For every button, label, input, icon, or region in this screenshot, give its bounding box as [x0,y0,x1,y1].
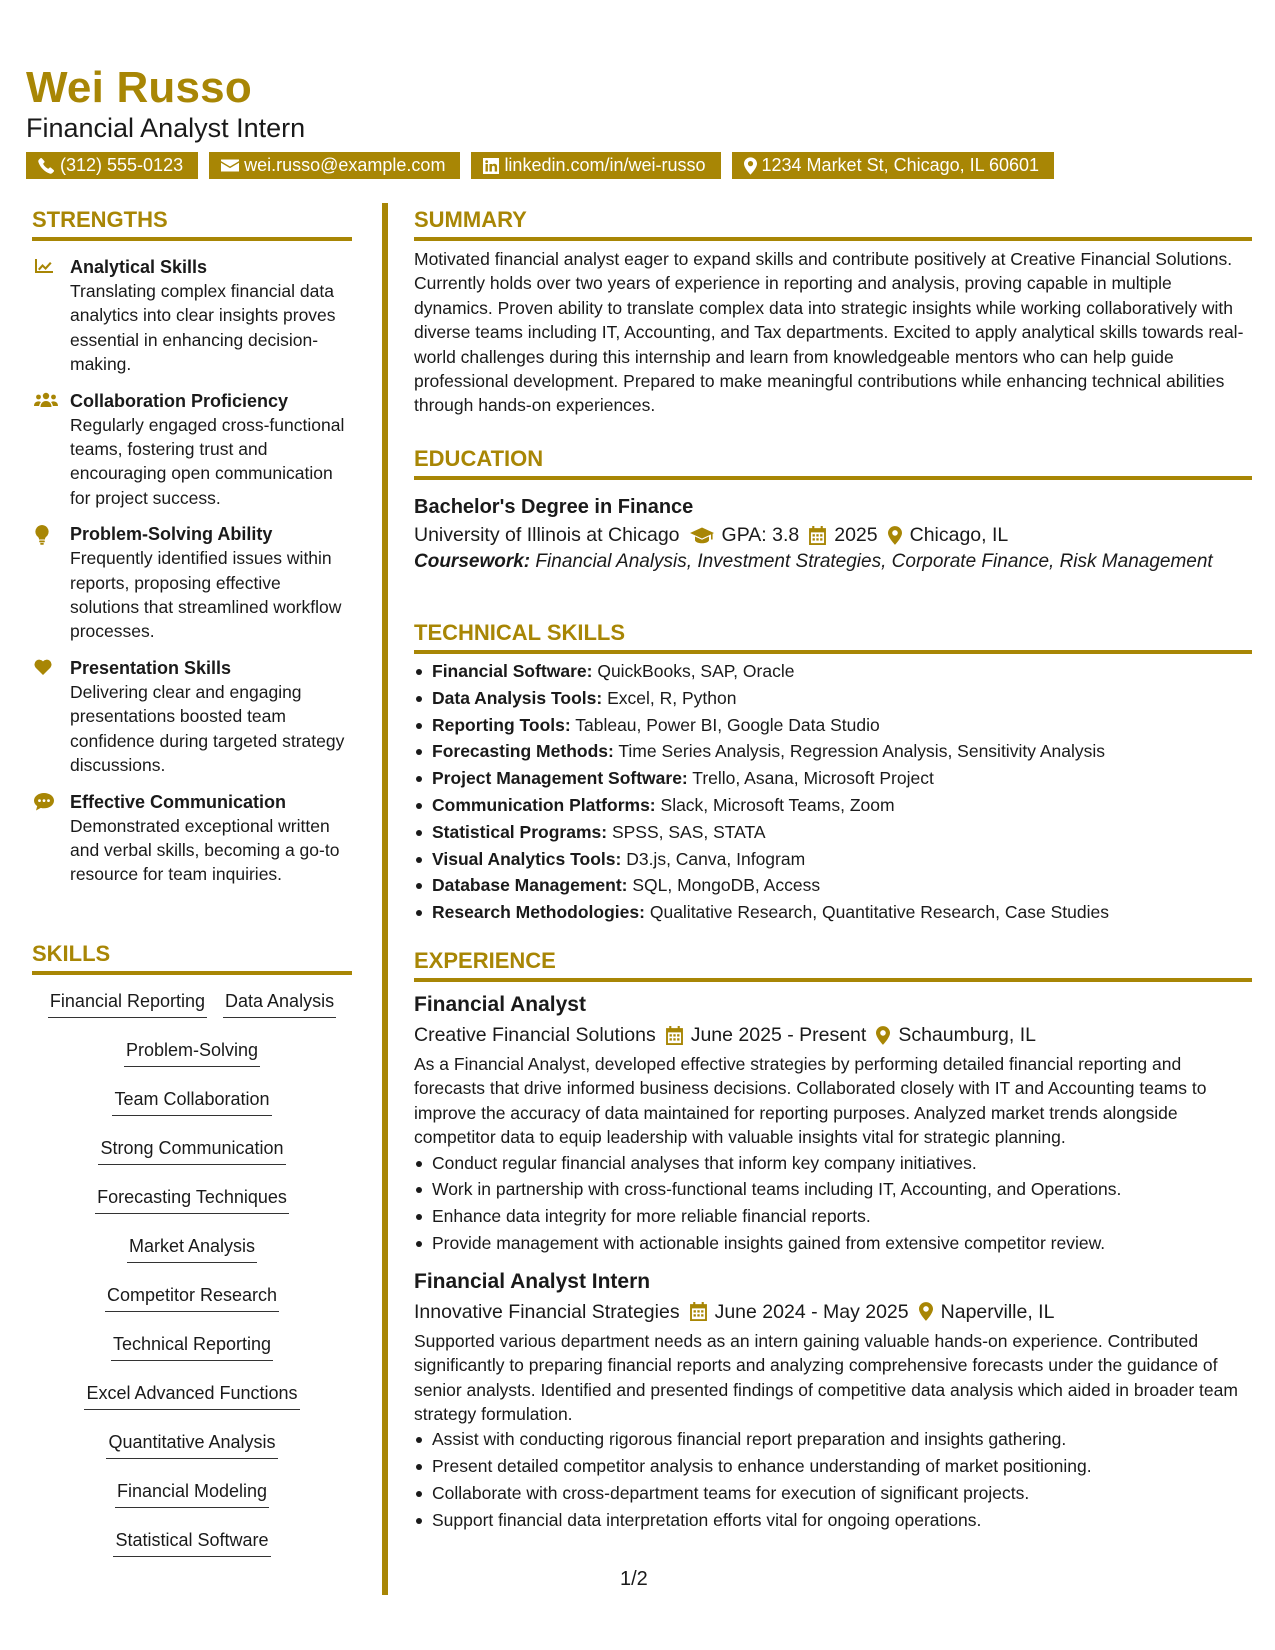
tech-skill-value: Qualitative Research, Quantitative Research, Case Studies [649,902,1109,923]
tech-skill-label: Database Management: [432,875,628,896]
map-pin-icon [876,1026,890,1045]
contact-phone[interactable] [26,152,198,179]
tech-skill-label: Reporting Tools: [432,714,571,735]
map-pin-icon [744,157,757,175]
job-entry [414,990,1252,1257]
tech-skill-label: Visual Analytics Tools: [432,848,622,869]
education-year: 2025 [834,524,878,546]
list-item [432,819,1252,846]
job-title: Financial Analyst Intern [414,1269,651,1293]
job-dates: June 2024 - May 2025 [714,1300,909,1323]
job-meta [414,1297,1252,1327]
envelope-icon [221,158,239,173]
tech-skill-value: Slack, Microsoft Teams, Zoom [660,794,895,815]
list-item: Provide management with actionable insights gained from extensive competitor review. [432,1230,1252,1257]
job-location: Schaumburg, IL [898,1024,1036,1046]
linkedin-icon [483,158,499,174]
tech-skill-label: Communication Platforms: [432,794,656,815]
tech-skill-value: D3.js, Canva, Infogram [626,848,806,869]
calendar-icon [809,526,826,545]
tech-skill-label: Research Methodologies: [432,902,645,923]
list-item: Collaborate with cross-department teams for execution of significant projects. [432,1480,1252,1507]
graduation-cap-icon [690,527,714,544]
technical-skills-list [414,658,1252,926]
education-school: University of Illinois at Chicago [414,524,680,546]
education-location: Chicago, IL [909,524,1009,546]
page-number: 1/2 [620,1568,648,1590]
tech-skill-value: QuickBooks, SAP, Oracle [597,661,795,681]
column-divider [382,203,388,1595]
tech-skill-label: Data Analysis Tools: [432,687,603,708]
skill-tag: Excel Advanced Functions [84,1381,299,1410]
job-bullets [414,1426,1252,1533]
tech-skill-value: Trello, Asana, Microsoft Project [692,768,934,789]
job-description: Supported various department needs as an intern gaining valuable hands-on experience. Contributed significantly to preparing financial reports and analyzing comprehensive forecasts under the guidance of senior analysts. Identified and presented findings of competitive data analysis which aided in broader team strategy formulation. [414,1330,1238,1425]
coursework-label: Coursework: [414,551,531,572]
strength-item [32,522,352,644]
strength-desc: Demonstrated exceptional written and verbal skills, becoming a go-to resource for team inquiries. [70,815,340,885]
education-title: EDUCATION [414,444,1252,480]
list-item: Support financial data interpretation efforts vital for ongoing operations. [432,1507,1252,1534]
job-location: Naperville, IL [940,1300,1055,1323]
skills-title: SKILLS [32,939,352,975]
strength-desc: Delivering clear and engaging presentations boosted team confidence during targeted strategy discussions. [70,681,345,776]
skill-tag: Team Collaboration [112,1087,271,1116]
skill-tag: Competitor Research [105,1283,279,1312]
tech-skill-value: Time Series Analysis, Regression Analysis, Sensitivity Analysis [618,741,1105,762]
strength-title: Presentation Skills [70,657,232,678]
list-item [432,872,1252,899]
skills-section [32,939,352,1577]
list-item [432,899,1252,926]
list-item [432,658,1252,685]
strength-title: Effective Communication [70,791,287,812]
list-item [432,792,1252,819]
technical-skills-section [414,618,1252,926]
job-company: Innovative Financial Strategies [414,1300,680,1323]
skill-tag: Forecasting Techniques [95,1185,289,1214]
job-bullets [414,1150,1252,1257]
comment-dots-icon [34,793,56,811]
skill-tag: Problem-Solving [124,1038,260,1067]
list-item [432,765,1252,792]
job-title: Financial Analyst [414,993,586,1016]
contact-email-text: wei.russo@example.com [244,155,446,175]
summary-section [414,205,1252,418]
job-meta [414,1020,1252,1050]
contact-email[interactable] [209,152,460,179]
users-icon [34,392,56,410]
strength-item [32,389,352,511]
skill-tag: Technical Reporting [111,1332,273,1361]
phone-icon [38,157,55,174]
contact-linkedin[interactable] [471,152,720,179]
education-gpa: GPA: 3.8 [721,524,800,546]
tech-skill-value: SPSS, SAS, STATA [611,821,766,842]
tech-skill-value: Excel, R, Python [607,687,737,708]
education-degree: Bachelor's Degree in Finance [414,496,694,518]
coursework-text: Financial Analysis, Investment Strategies, Corporate Finance, Risk Management [535,551,1213,572]
strengths-title: STRENGTHS [32,205,352,241]
strength-title: Analytical Skills [70,257,208,277]
contact-linkedin-text: linkedin.com/in/wei-russo [504,155,706,175]
resume-name: Wei Russo [26,63,252,112]
job-company: Creative Financial Solutions [414,1024,656,1046]
skill-tag: Financial Modeling [115,1479,269,1508]
skill-tag: Market Analysis [127,1234,257,1263]
experience-section [414,946,1252,1534]
summary-title: SUMMARY [414,205,1252,241]
strength-desc: Regularly engaged cross-functional teams, fostering trust and encouraging open communication for project success. [70,414,345,508]
tech-skill-label: Forecasting Methods: [432,741,614,762]
contact-address-text: 1234 Market St, Chicago, IL 60601 [761,155,1040,175]
calendar-icon [690,1302,707,1321]
strength-title: Collaboration Proficiency [70,390,289,411]
skill-tag: Strong Communication [98,1136,285,1165]
job-description: As a Financial Analyst, developed effective strategies by performing detailed financial reporting and forecasts that drive informed business decisions. Collaborated closely with IT and Accounting teams to improve the accuracy of data maintained for reporting purposes. Analyzed market trends alongside competitor data to equip leadership with valuable insights vital for strategic planning. [414,1054,1207,1148]
summary-text: Motivated financial analyst eager to expand skills and contribute positively at Creative Financial Solutions. Currently holds over two years of experience in reporting and analysis, proving capable in multiple dynamics. Proven ability to translate complex data into strategic insights while working collaboratively with diverse teams including IT, Accounting, and Tax departments. Excited to apply analytical skills towards real-world challenges during this internship and learn from knowledgeable mentors who can help guide professional development. Prepared to make meaningful contributions while enhancing technical abilities through hands-on experiences. [414,249,1244,416]
skill-tag: Financial Reporting [48,989,207,1018]
resume-role: Financial Analyst Intern [26,113,306,143]
skills-list [32,989,352,1577]
heart-icon [34,659,56,677]
list-item [432,685,1252,712]
skill-tag: Data Analysis [223,989,336,1018]
strength-title: Problem-Solving Ability [70,524,273,545]
list-item [432,738,1252,765]
strength-item [32,790,352,887]
education-meta [414,520,1252,550]
strength-desc: Frequently identified issues within reports, proposing effective solutions that streamlined workflow processes. [70,548,342,642]
skill-tag: Statistical Software [113,1528,270,1557]
contact-bar [26,152,1054,179]
calendar-icon [666,1026,683,1045]
strength-desc: Translating complex financial data analytics into clear insights proves essential in enhancing decision-making. [70,281,336,375]
strengths-section [32,205,352,887]
tech-skill-value: SQL, MongoDB, Access [632,875,821,896]
job-dates: June 2025 - Present [690,1024,867,1046]
list-item: Conduct regular financial analyses that inform key company initiatives. [432,1150,1252,1177]
job-entry [414,1267,1252,1534]
education-section [414,444,1252,574]
education-coursework [414,550,1252,574]
experience-title: EXPERIENCE [414,946,1252,982]
list-item [432,712,1252,739]
map-pin-icon [888,526,902,545]
map-pin-icon [919,1302,933,1321]
tech-skill-label: Project Management Software: [432,768,688,789]
tech-skill-label: Financial Software: [432,661,593,681]
list-item: Enhance data integrity for more reliable financial reports. [432,1203,1252,1230]
list-item: Assist with conducting rigorous financial report preparation and insights gathering. [432,1426,1252,1453]
tech-skill-label: Statistical Programs: [432,821,608,842]
tech-skill-value: Tableau, Power BI, Google Data Studio [575,714,880,735]
strength-item [32,255,352,377]
skill-tag: Quantitative Analysis [106,1430,277,1459]
list-item: Work in partnership with cross-functional teams including IT, Accounting, and Operations. [432,1176,1252,1203]
chart-line-icon [34,258,56,276]
lightbulb-icon [34,525,56,543]
list-item: Present detailed competitor analysis to enhance understanding of market positioning. [432,1453,1252,1480]
strength-item [32,656,352,778]
contact-phone-text: (312) 555-0123 [60,155,184,175]
contact-address[interactable] [732,152,1055,179]
list-item [432,846,1252,873]
technical-skills-title: TECHNICAL SKILLS [414,618,1252,654]
